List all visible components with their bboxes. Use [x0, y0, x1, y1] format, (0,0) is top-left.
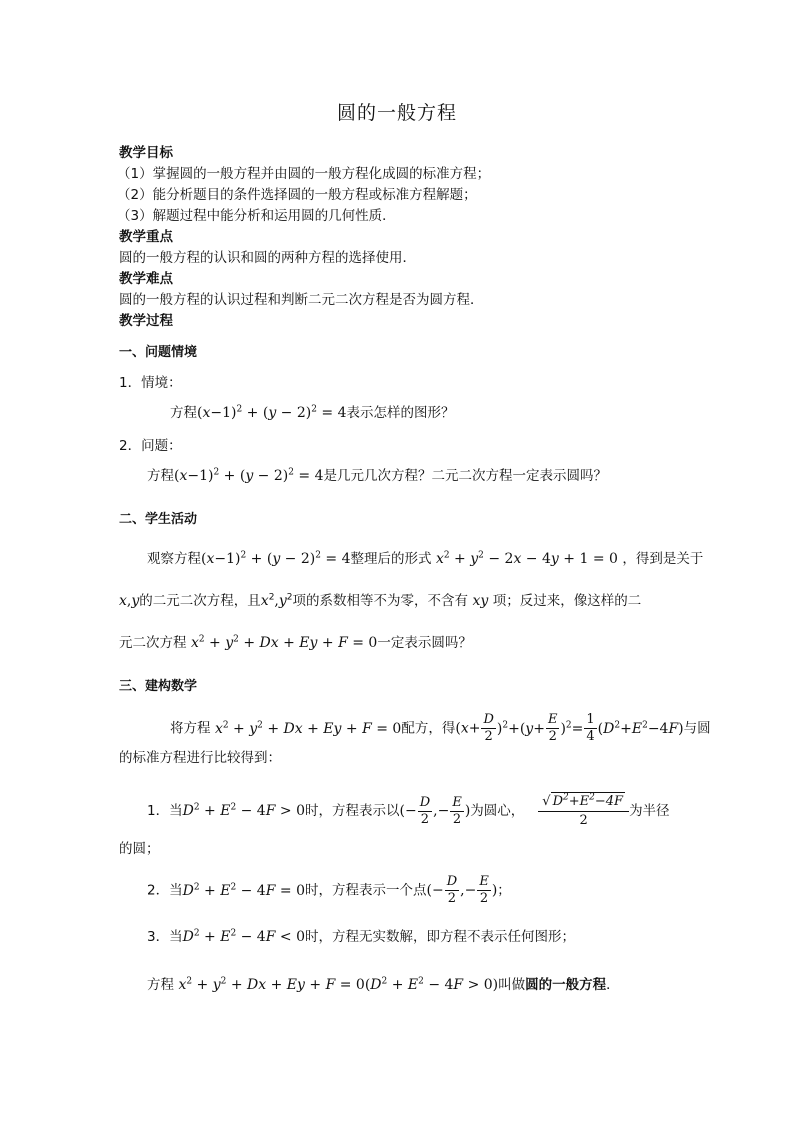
goal-item-2: （2）能分析题目的条件选择圆的一般方程或标准方程解题；: [117, 187, 477, 203]
s1-item1-sentence: 方程$(x-1)^2 + (y - 2)^2 = 4$表示怎样的图形？: [170, 404, 455, 421]
s3-final: 方程 $x^2 + y^2 + Dx + Ey + F = 0(D^2 + E^2 - 4F > 0)$叫做圆的一般方程．: [147, 976, 620, 993]
s2-line-2: x,y的二元二次方程，且$x^2,y^2$项的系数相等不为零，不含有 xy 项；反过来，像这样的二: [119, 592, 642, 609]
s1-item1-label: 1．情境：: [119, 375, 182, 391]
key-text: 圆的一般方程的认识和圆的两种方程的选择使用．: [119, 250, 416, 266]
s3-case-2: 2．当$D^2 + E^2 - 4F = 0$时，方程表示一个点(− $\frac{D}{2}$ ,− $\frac{E}{2}$ )；: [147, 874, 511, 906]
difficulty-text: 圆的一般方程的认识过程和判断二元二次方程是否为圆方程．: [119, 292, 484, 308]
difficulty-heading: 教学难点: [119, 271, 173, 287]
s2-line-3: 元二次方程 $x^2 + y^2 + Dx + Ey + F = 0$一定表示圆吗？: [119, 634, 472, 651]
goal-item-1: （1）掌握圆的一般方程并由圆的一般方程化成圆的标准方程；: [117, 166, 491, 182]
s3-line-1: 将方程 $x^2 + y^2 + Dx + Ey + F = 0$配方，得(x+ $\frac{D}{2}$ )$^2$+(y+ $\frac{E}{2}$ )$^2$= $\frac{1}{4}$ $(D^2+E^2-4F)$与圆: [170, 712, 711, 744]
s2-line-1: 观察方程$(x-1)^2 + (y - 2)^2 = 4$整理后的形式 $x^2 + y^2 - 2x - 4y + 1 = 0$ ，得到是关于: [147, 550, 704, 567]
section-3-heading: 三、建构数学: [119, 679, 198, 694]
key-heading: 教学重点: [119, 229, 173, 245]
s1-item2-sentence: 方程$(x-1)^2 + (y - 2)^2 = 4$是几元几次方程？二元二次方程一定表示圆吗？: [147, 467, 608, 484]
goals-heading: 教学目标: [119, 145, 173, 161]
section-1-heading: 一、问题情境: [119, 345, 198, 360]
goal-item-3: （3）解题过程中能分析和运用圆的几何性质．: [117, 208, 396, 224]
page-title: 圆的一般方程: [336, 102, 457, 124]
s3-case-1: 1．当$D^2 + E^2 - 4F > 0$时，方程表示以(− $\frac{D}{2}$ ,− $\frac{E}{2}$ )为圆心， $\frac{√ D^2+E^2-4F}{2}$ 为半径: [147, 792, 670, 828]
s1-item2-label: 2．问题：: [119, 438, 182, 454]
process-heading: 教学过程: [119, 313, 173, 329]
section-2-heading: 二、学生活动: [119, 512, 198, 527]
s3-case-3: 3．当$D^2 + E^2 - 4F < 0$时，方程无实数解，即方程不表示任何图形；: [147, 928, 575, 945]
s3-line-2: 的标准方程进行比较得到：: [119, 750, 281, 766]
s3-case-1-cont: 的圆；: [119, 841, 160, 857]
